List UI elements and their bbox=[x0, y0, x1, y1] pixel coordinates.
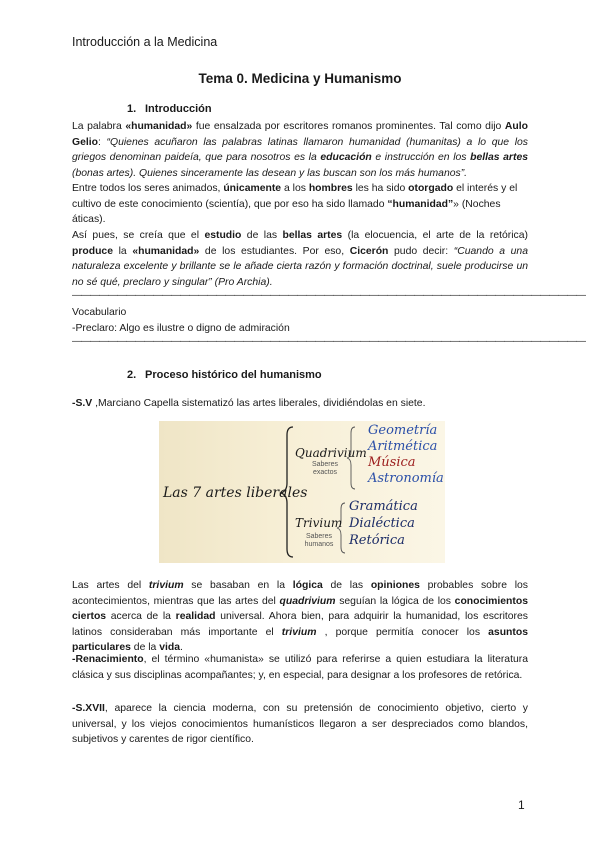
quadrivium-note: Saberes exactos bbox=[311, 461, 339, 476]
section-heading-introduccion bbox=[127, 103, 212, 115]
page-title: Tema 0. Medicina y Humanismo bbox=[198, 71, 402, 86]
section-title: Proceso histórico del humanismo bbox=[145, 369, 322, 381]
paragraph-renacimiento: -Renacimiento, el término «humanista» se utilizó para referirse a quien estudiara la literatura clásica y sus disciplinas acompañantes; y, en especial, para designar a los profesores de retórica. bbox=[72, 654, 528, 681]
quadrivium-label: Quadrivium bbox=[295, 446, 367, 460]
paragraph-intro-1: La palabra «humanidad» fue ensalzada por escritores romanos prominentes. Tal como dijo Aulo Gelio: “Quienes acuñaron las palabras latinas llamaron humanidad (humanitas) a lo que los griegos denominan paideía, que para nosotros es la educación e instrucción en los bellas artes (bonas artes). Quienes sinceramente las desean y las buscan son los más humanos”. bbox=[72, 121, 528, 179]
art-musica: Música bbox=[368, 455, 416, 470]
art-gramatica: Gramática bbox=[349, 499, 418, 514]
trivium-label: Trivium bbox=[295, 516, 343, 530]
page-number: 1 bbox=[518, 798, 525, 812]
section-title: Introducción bbox=[145, 103, 212, 115]
paragraph-capella: -S.V ,Marciano Capella sistematizó las artes liberales, dividiéndolas en siete. bbox=[72, 398, 426, 409]
diagram-main-label: Las 7 artes liberales bbox=[163, 485, 308, 501]
separator-line: ————————————————————————————————————————————————————————— bbox=[72, 290, 585, 301]
running-header: Introducción a la Medicina bbox=[72, 35, 218, 49]
section-heading-proceso-historico bbox=[127, 369, 322, 381]
section-number: 1. bbox=[127, 103, 137, 115]
paragraph-siglo-xvii: -S.XVII, aparece la ciencia moderna, con su pretensión de conocimiento objetivo, cierto y universal, y los viejos conocimientos humanísticos llegaron a ser despreciados como blandos, subjetivos y carentes de rigor científico. bbox=[72, 703, 528, 746]
art-aritmetica: Aritmética bbox=[368, 439, 438, 454]
art-dialectica: Dialéctica bbox=[349, 516, 415, 531]
art-geometria: Geometría bbox=[368, 423, 438, 438]
art-astronomia: Astronomía bbox=[368, 471, 444, 486]
section-number: 2. bbox=[127, 369, 137, 381]
liberal-arts-diagram bbox=[159, 421, 445, 563]
art-retorica: Retórica bbox=[349, 533, 405, 548]
paragraph-trivium-quadrivium: Las artes del trivium se basaban en la lógica de las opiniones probables sobre los acontecimientos, mientras que las artes del quadrivium seguían la lógica de los conocimientos ciertos acerca de la realidad universal. Ahora bien, para adquirir la humanidad, los escritores latinos consideraban más importante el trivium , porque permitía conocer los asuntos particulares de la vida. bbox=[72, 580, 528, 654]
vocabulary-item: -Preclaro: Algo es ilustre o digno de admiración bbox=[72, 323, 290, 334]
paragraph-intro-2: Entre todos los seres animados, únicamente a los hombres les ha sido otorgado el interés y el cultivo de este conocimiento (scientía), que por eso ha sido llamado “humanidad”» (Noches áticas). bbox=[72, 183, 518, 226]
vocabulary-title: Vocabulario bbox=[72, 307, 127, 318]
separator-line: ————————————————————————————————————————————————————————— bbox=[72, 336, 585, 347]
trivium-note: Saberes humanos bbox=[304, 533, 334, 548]
paragraph-intro-3: Así pues, se creía que el estudio de las bellas artes (la elocuencia, el arte de la retórica) produce la «humanidad» de los estudiantes. Por eso, Cicerón pudo decir: “Cuando a una naturaleza excelente y brillante se le añade cierta razón y formación doctrinal, suele producirse un no sé qué, preclaro y singular” (Pro Archia). bbox=[72, 230, 528, 288]
